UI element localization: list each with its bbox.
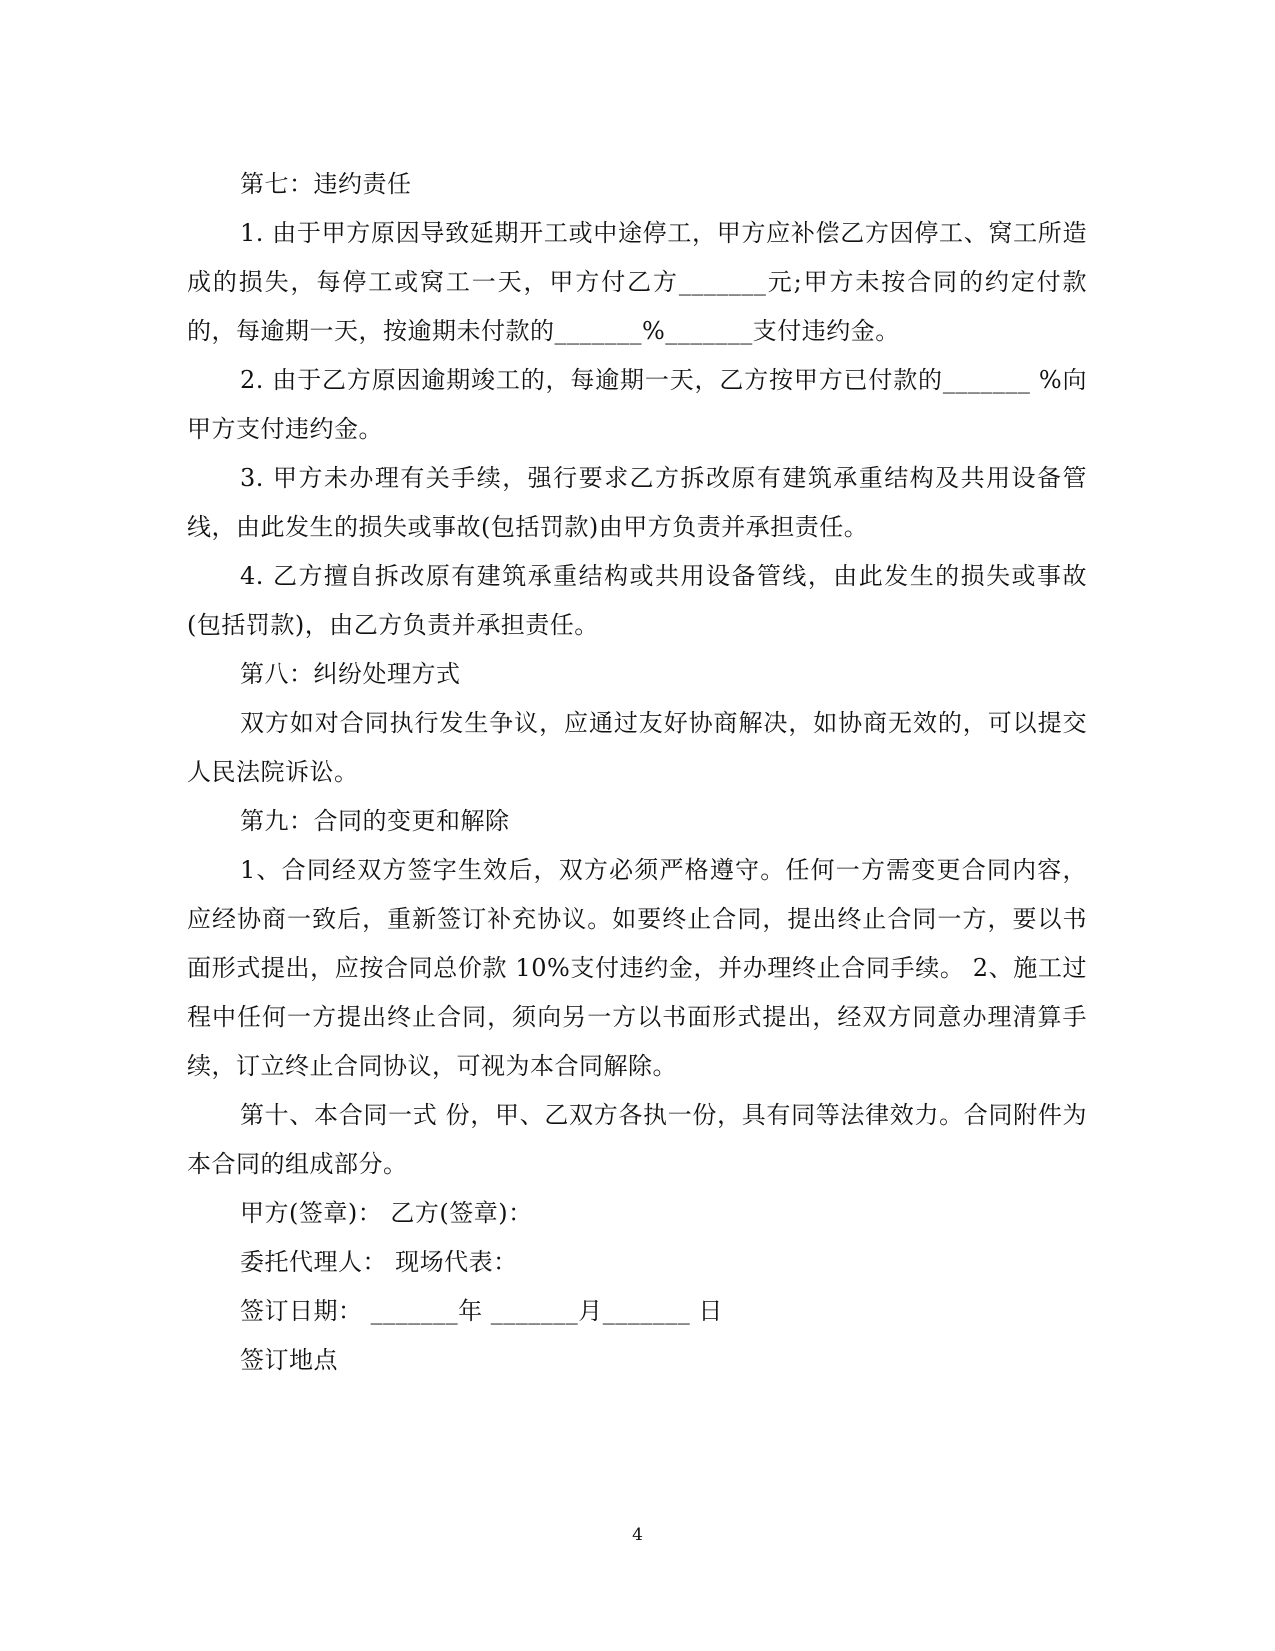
- clause-paragraph: 第十、本合同一式 份，甲、乙双方各执一份，具有同等法律效力。合同附件为本合同的组成部分。: [187, 1101, 1087, 1178]
- clause-paragraph: 双方如对合同执行发生争议，应通过友好协商解决，如协商无效的，可以提交人民法院诉讼。: [187, 709, 1087, 786]
- clause-paragraph: 3. 甲方未办理有关手续，强行要求乙方拆改原有建筑承重结构及共用设备管线，由此发生的损失或事故(包括罚款)由甲方负责并承担责任。: [187, 464, 1087, 541]
- clause-paragraph: 2. 由于乙方原因逾期竣工的，每逾期一天，乙方按甲方已付款的_______ %向甲方支付违约金。: [187, 366, 1087, 443]
- clause-paragraph: 1、合同经双方签字生效后，双方必须严格遵守。任何一方需变更合同内容，应经协商一致后，重新签订补充协议。如要终止合同，提出终止合同一方，要以书面形式提出，应按合同总价款 10%支付违约金，并办理终止合同手续。 2、施工过程中任何一方提出终止合同，须向另一方以书面形式提出，经双方同意办理清算手续，订立终止合同协议，可视为本合同解除。: [187, 856, 1087, 1080]
- representatives-line: 委托代理人： 现场代表：: [240, 1248, 518, 1276]
- section-heading-breach-liability: 第七：违约责任: [240, 170, 412, 198]
- signing-date-line: 签订日期： _______年 _______月_______ 日: [240, 1297, 723, 1325]
- section-heading-dispute-resolution: 第八：纠纷处理方式: [240, 660, 461, 688]
- clause-paragraph: 4. 乙方擅自拆改原有建筑承重结构或共用设备管线，由此发生的损失或事故(包括罚款)，由乙方负责并承担责任。: [187, 562, 1087, 639]
- document-body: [187, 160, 1087, 1385]
- signature-parties-line: 甲方(签章)： 乙方(签章)：: [240, 1199, 533, 1227]
- signing-place-line: 签订地点: [240, 1346, 338, 1374]
- section-heading-contract-change: 第九：合同的变更和解除: [240, 807, 510, 835]
- clause-paragraph: 1. 由于甲方原因导致延期开工或中途停工，甲方应补偿乙方因停工、窝工所造成的损失，每停工或窝工一天，甲方付乙方_______元;甲方未按合同的约定付款的，每逾期一天，按逾期未付款的_______%_______支付违约金。: [187, 219, 1087, 345]
- page-number: 4: [632, 1525, 643, 1545]
